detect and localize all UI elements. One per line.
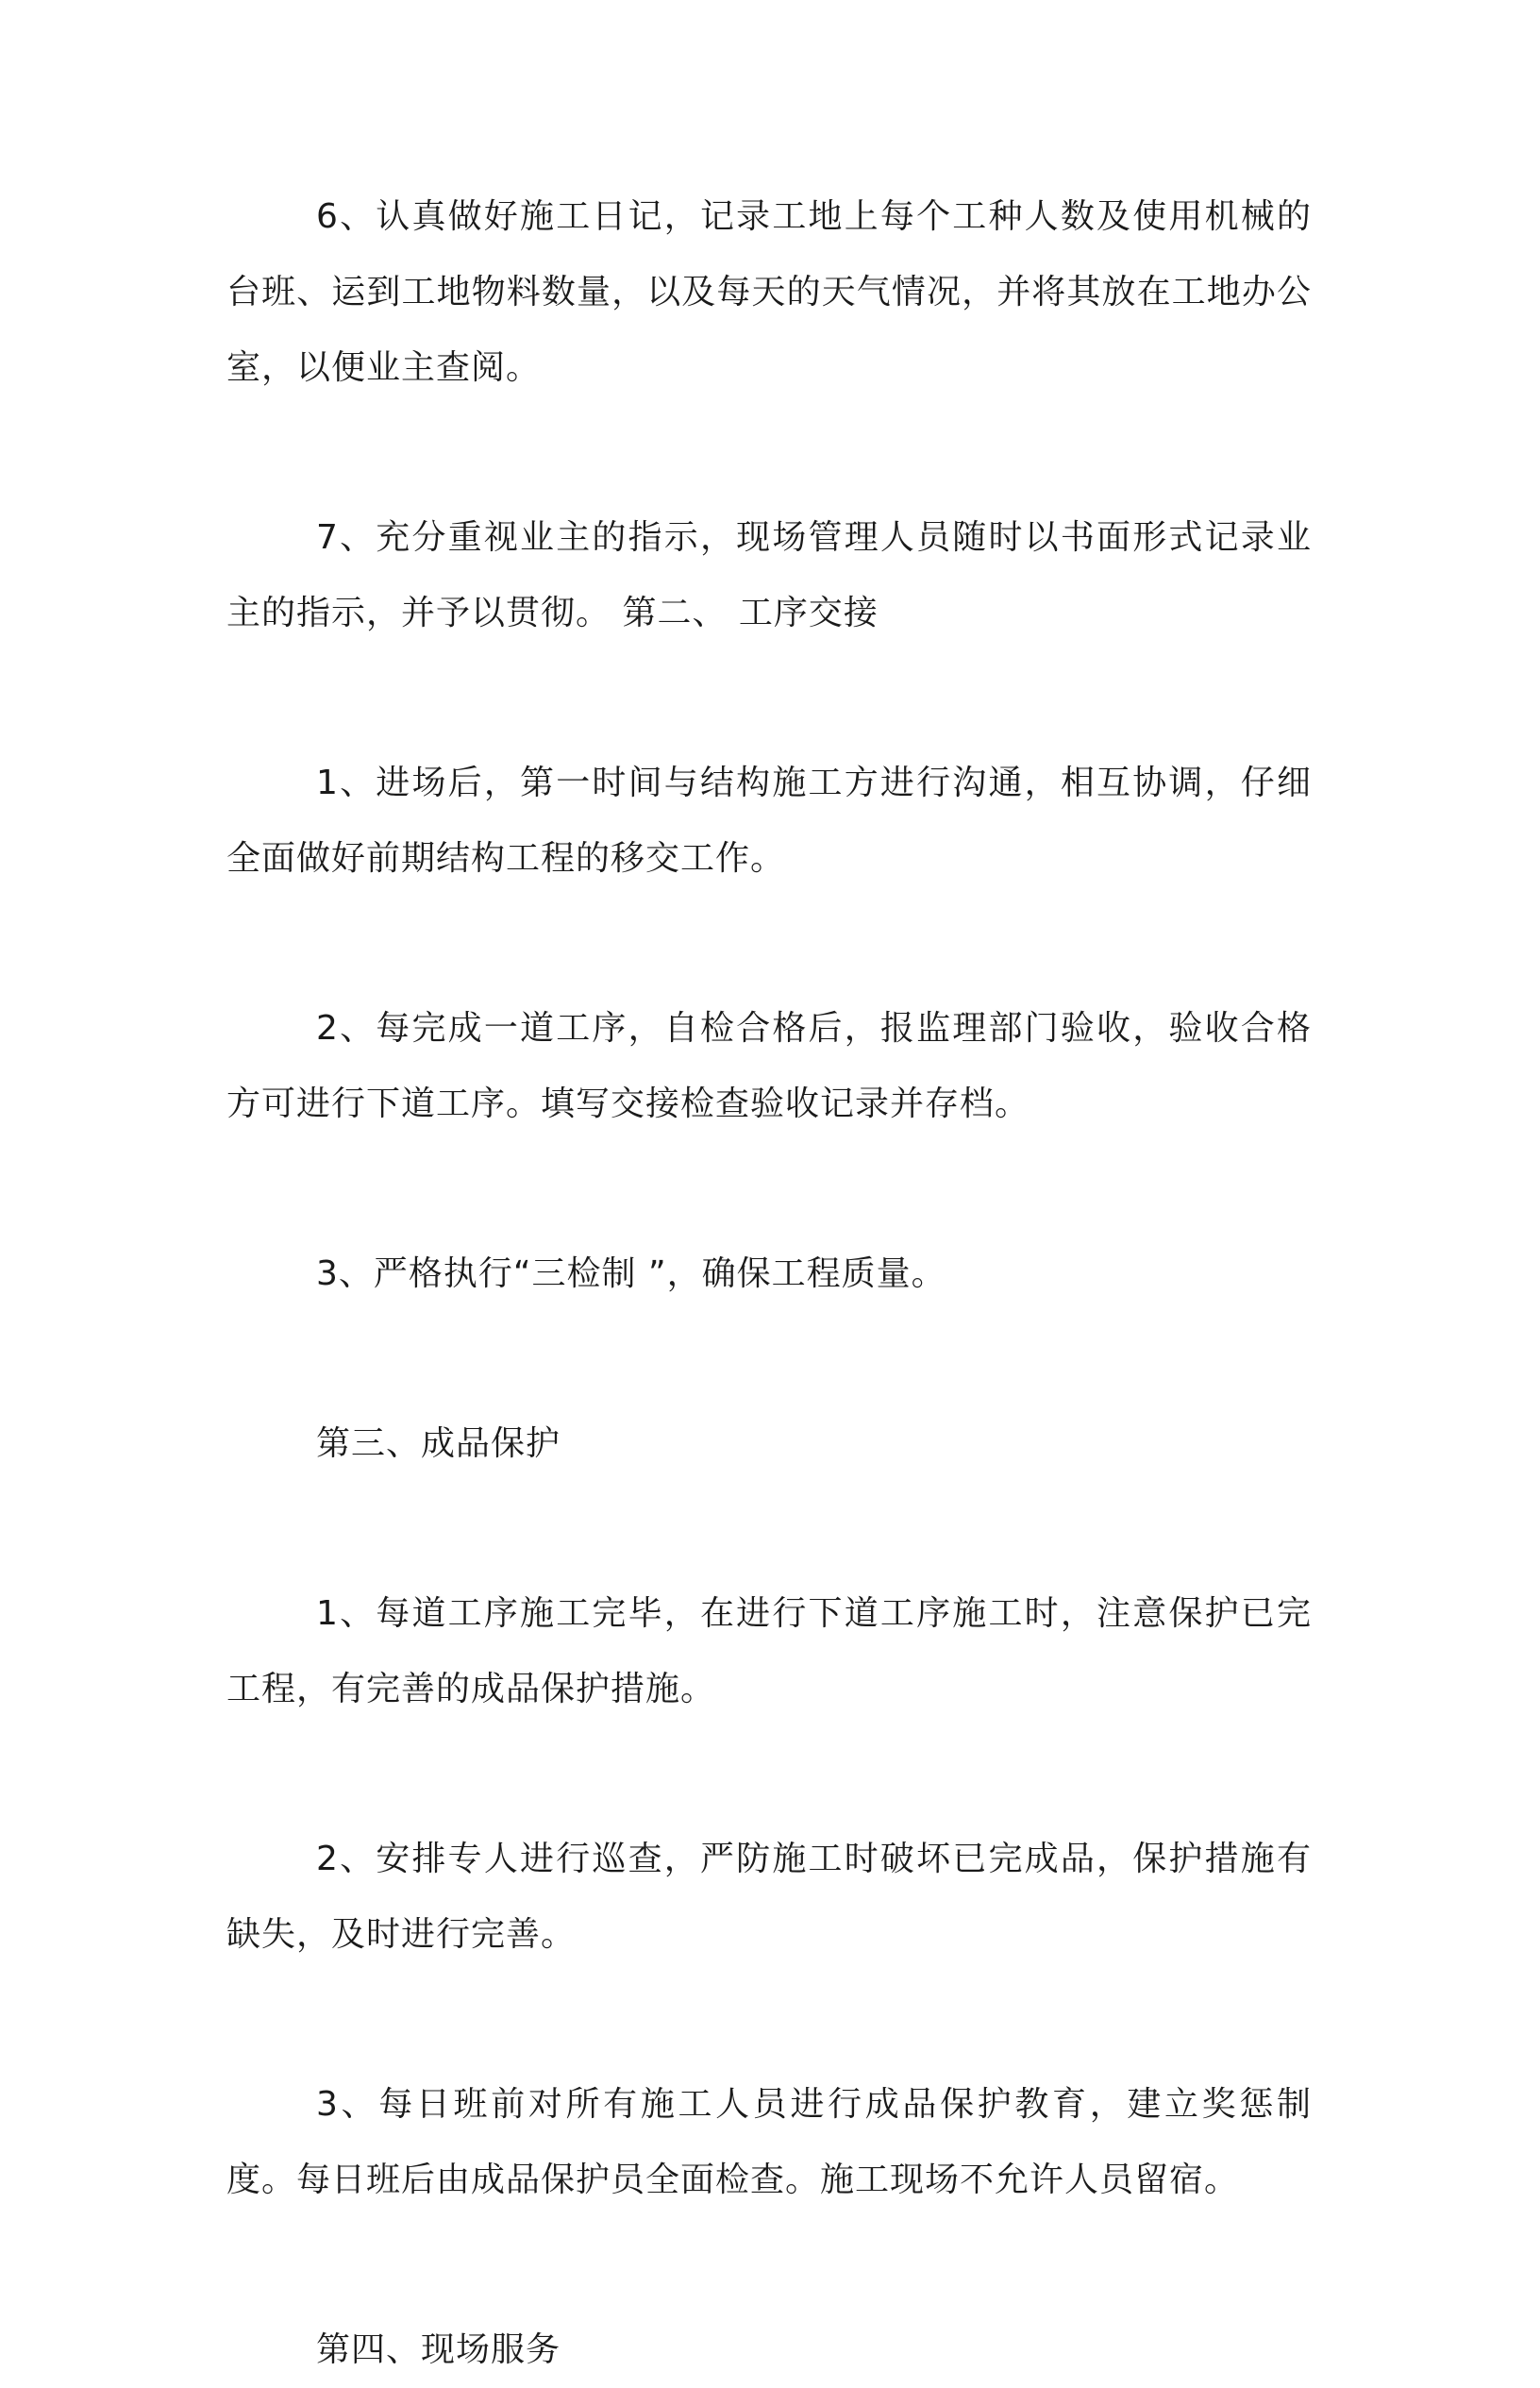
section-heading-site-service: 第四、现场服务 (316, 2330, 561, 2369)
paragraph-6-construction-diary: 6、认真做好施工日记，记录工地上每个工种人数及使用机械的台班、运到工地物料数量，以及每天的天气情况，并将其放在工地办公室，以便业主查阅。 (226, 197, 1312, 387)
paragraph-protection-2: 2、安排专人进行巡查，严防施工时破坏已完成品，保护措施有缺失，及时进行完善。 (226, 1840, 1312, 1954)
paragraph-handover-3: 3、严格执行“三检制 ”，确保工程质量。 (316, 1254, 946, 1293)
section-heading-product-protection: 第三、成品保护 (316, 1424, 561, 1463)
paragraph-protection-1: 1、每道工序施工完毕，在进行下道工序施工时，注意保护已完工程，有完善的成品保护措施。 (226, 1594, 1312, 1708)
paragraph-7-owner-instructions: 7、充分重视业主的指示，现场管理人员随时以书面形式记录业主的指示，并予以贯彻。 第二、 工序交接 (226, 518, 1312, 632)
document-body (226, 179, 1312, 2388)
paragraph-handover-1: 1、进场后，第一时间与结构施工方进行沟通，相互协调，仔细全面做好前期结构工程的移交工作。 (226, 764, 1312, 878)
paragraph-handover-2: 2、每完成一道工序，自检合格后，报监理部门验收，验收合格方可进行下道工序。填写交接检查验收记录并存档。 (226, 1009, 1312, 1123)
paragraph-protection-3: 3、每日班前对所有施工人员进行成品保护教育，建立奖惩制度。每日班后由成品保护员全面检查。施工现场不允许人员留宿。 (226, 2085, 1312, 2199)
